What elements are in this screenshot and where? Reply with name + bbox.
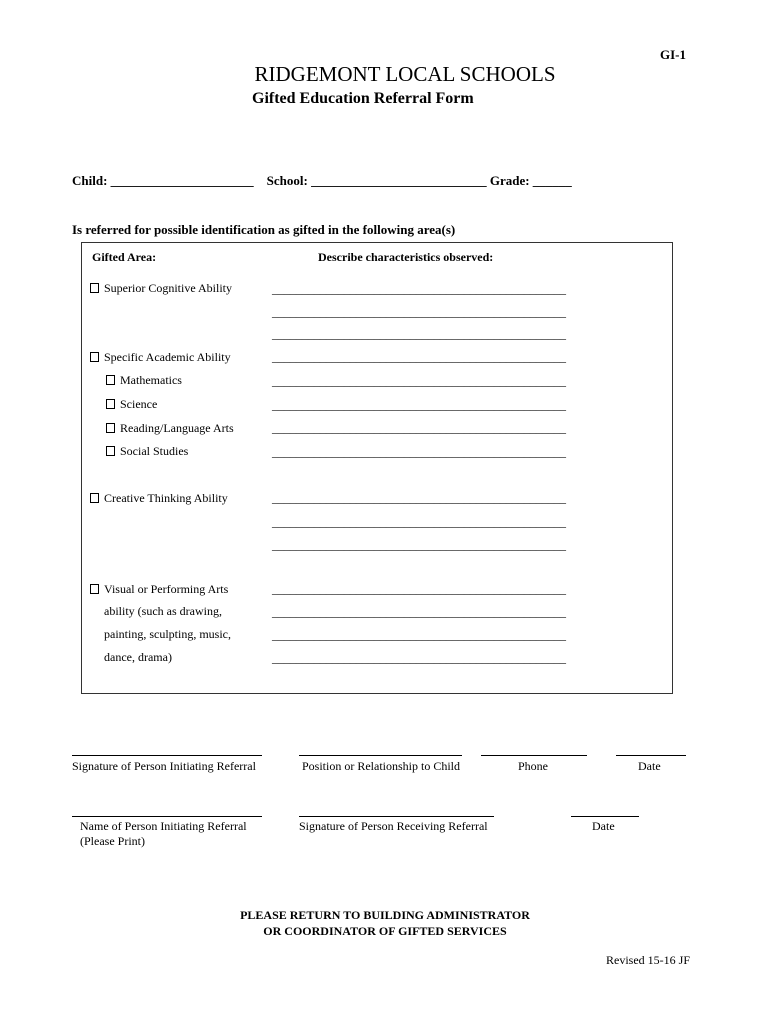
return-instruction xyxy=(0,908,770,939)
position-line[interactable] xyxy=(299,755,462,756)
referral-statement: Is referred for possible identification as gifted in the following area(s) xyxy=(72,222,456,237)
phone-label: Phone xyxy=(518,759,548,773)
sub-area-science[interactable] xyxy=(106,397,157,412)
sub-area-science-label: Science xyxy=(120,397,158,411)
please-print-note: (Please Print) xyxy=(80,834,145,848)
description-line[interactable]: _________________________________________________ xyxy=(272,421,566,435)
child-field[interactable]: ______________________ xyxy=(110,173,254,188)
area-cognitive-label: Superior Cognitive Ability xyxy=(104,281,232,295)
signature-initiating-line[interactable] xyxy=(72,755,262,756)
description-line[interactable]: _________________________________________________ xyxy=(272,582,566,596)
description-line[interactable]: _________________________________________________ xyxy=(272,628,566,642)
area-visual-label-3: painting, sculpting, music, xyxy=(104,627,231,641)
sub-area-math[interactable] xyxy=(106,373,182,388)
description-line[interactable]: _________________________________________________ xyxy=(272,398,566,412)
signature-receiving-line[interactable] xyxy=(299,816,494,817)
info-line xyxy=(72,173,572,189)
date-label: Date xyxy=(638,759,661,773)
checkbox-cognitive[interactable] xyxy=(90,283,99,293)
position-label: Position or Relationship to Child xyxy=(302,759,461,773)
sub-area-reading[interactable] xyxy=(106,421,234,436)
description-line[interactable]: _________________________________________________ xyxy=(272,305,566,319)
date-line[interactable] xyxy=(616,755,686,756)
checkbox-creative[interactable] xyxy=(90,493,99,503)
area-visual-label-1: Visual or Performing Arts xyxy=(104,582,229,596)
return-line-1: PLEASE RETURN TO BUILDING ADMINISTRATOR xyxy=(240,908,530,922)
sub-area-social-label: Social Studies xyxy=(120,444,189,458)
revision-note: Revised 15-16 JF xyxy=(606,953,690,967)
phone-line[interactable] xyxy=(481,755,587,756)
description-line[interactable]: _________________________________________________ xyxy=(272,282,566,296)
form-subtitle: Gifted Education Referral Form xyxy=(252,90,474,107)
child-label: Child: xyxy=(72,173,108,188)
sub-area-reading-label: Reading/Language Arts xyxy=(120,421,234,435)
date2-line[interactable] xyxy=(571,816,639,817)
date2-label: Date xyxy=(592,819,615,833)
grade-field[interactable]: ______ xyxy=(532,173,572,188)
area-cognitive[interactable] xyxy=(90,281,232,296)
description-line[interactable]: _________________________________________________ xyxy=(272,350,566,364)
signature-receiving-label: Signature of Person Receiving Referral xyxy=(299,819,488,833)
form-code: GI-1 xyxy=(660,47,686,62)
checkbox-academic[interactable] xyxy=(90,352,99,362)
school-district-title: RIDGEMONT LOCAL SCHOOLS xyxy=(254,62,556,86)
checkbox-science[interactable] xyxy=(106,399,115,409)
area-visual-label-4: dance, drama) xyxy=(104,650,172,664)
checkbox-social-studies[interactable] xyxy=(106,446,115,456)
area-academic[interactable] xyxy=(90,350,231,365)
description-line[interactable]: _________________________________________________ xyxy=(272,605,566,619)
description-line[interactable]: _________________________________________________ xyxy=(272,327,566,341)
return-line-2: OR COORDINATOR OF GIFTED SERVICES xyxy=(263,924,507,938)
description-line[interactable]: _________________________________________________ xyxy=(272,374,566,388)
column-header-gifted-area: Gifted Area: xyxy=(92,250,157,264)
sub-area-social-studies[interactable] xyxy=(106,444,188,459)
description-line[interactable]: _________________________________________________ xyxy=(272,515,566,529)
area-academic-label: Specific Academic Ability xyxy=(104,350,231,364)
sub-area-math-label: Mathematics xyxy=(120,373,182,387)
description-line[interactable]: _________________________________________________ xyxy=(272,651,566,665)
area-visual-label-2: ability (such as drawing, xyxy=(104,604,222,618)
column-header-description: Describe characteristics observed: xyxy=(318,250,494,264)
area-creative[interactable] xyxy=(90,491,228,506)
description-line[interactable]: _________________________________________________ xyxy=(272,445,566,459)
description-line[interactable]: _________________________________________________ xyxy=(272,538,566,552)
signature-initiating-label: Signature of Person Initiating Referral xyxy=(72,759,256,773)
name-initiating-line[interactable] xyxy=(72,816,262,817)
school-label: School: xyxy=(266,173,308,188)
checkbox-visual-arts[interactable] xyxy=(90,584,99,594)
area-visual-arts[interactable] xyxy=(90,582,228,597)
checkbox-math[interactable] xyxy=(106,375,115,385)
page-title xyxy=(0,62,770,87)
description-line[interactable]: _________________________________________________ xyxy=(272,491,566,505)
name-initiating-label: Name of Person Initiating Referral xyxy=(80,819,247,833)
area-creative-label: Creative Thinking Ability xyxy=(104,491,228,505)
checkbox-reading[interactable] xyxy=(106,423,115,433)
school-field[interactable]: ___________________________ xyxy=(311,173,487,188)
grade-label: Grade: xyxy=(489,173,530,188)
